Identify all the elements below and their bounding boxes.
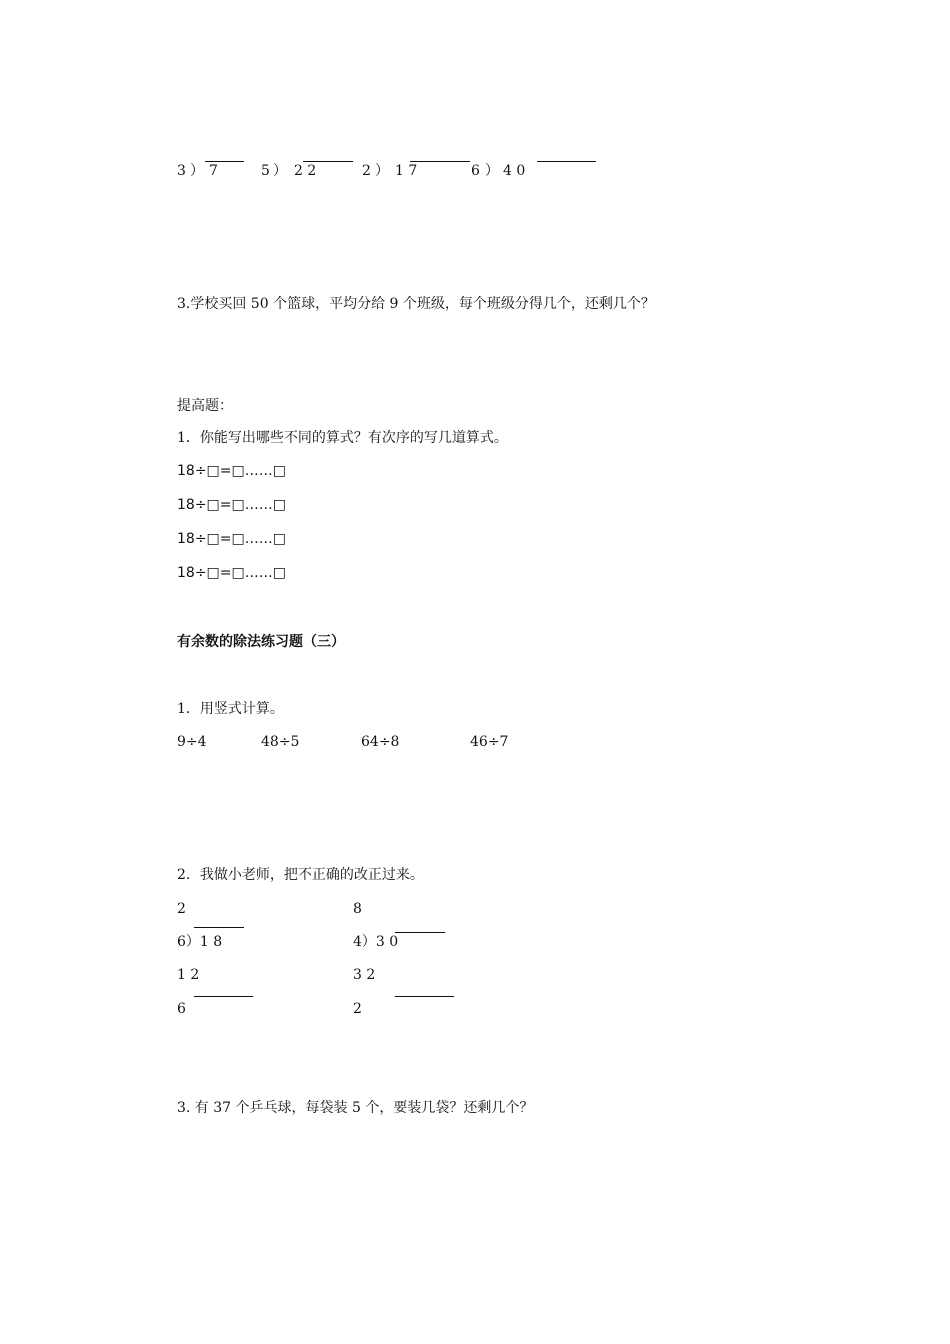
division-bar: [194, 927, 244, 928]
division-bar: [395, 932, 445, 933]
section3-question-3: 3. 有 37 个乒乓球，每袋装 5 个，要装几袋？还剩几个？: [177, 1100, 534, 1116]
section3-question-1: 1．用竖式计算。: [177, 701, 284, 717]
divisor: 2: [362, 163, 371, 179]
divisor: 5: [261, 163, 270, 179]
division-bracket: ）: [375, 163, 389, 179]
problem-3: 64÷8: [361, 734, 400, 750]
subtraction-bar: [194, 996, 253, 997]
division-bracket: ）: [190, 163, 204, 179]
division-bar: [303, 161, 353, 162]
remainder: 6: [177, 1001, 186, 1017]
divisor: 6: [471, 163, 480, 179]
division-line: 6）1 8: [177, 934, 223, 950]
quotient: 2: [177, 901, 186, 917]
problem-1: 9÷4: [177, 734, 207, 750]
division-bracket: ）: [273, 163, 287, 179]
dividend: 1 7: [395, 163, 418, 179]
division-bar: [410, 161, 470, 162]
divisor: 3: [177, 163, 186, 179]
quotient: 8: [353, 901, 362, 917]
division-bar: [205, 161, 244, 162]
division-bar: [537, 161, 596, 162]
advanced-question-1: 1．你能写出哪些不同的算式？有次序的写几道算式。: [177, 430, 508, 446]
dividend: 7: [209, 163, 218, 179]
formula-line-2: 18÷□=□……□: [177, 497, 286, 513]
dividend: 2 2: [294, 163, 317, 179]
formula-line-1: 18÷□=□……□: [177, 463, 286, 479]
remainder: 2: [353, 1001, 362, 1017]
problem-2: 48÷5: [261, 734, 300, 750]
formula-line-4: 18÷□=□……□: [177, 565, 286, 581]
question-3-basketball: 3.学校买回 50 个篮球，平均分给 9 个班级，每个班级分得几个，还剩几个？: [177, 296, 655, 312]
subtraction-bar: [395, 996, 454, 997]
advanced-heading: 提高题：: [177, 398, 233, 414]
section3-question-2: 2．我做小老师，把不正确的改正过来。: [177, 867, 424, 883]
division-bracket: ）: [485, 163, 499, 179]
problem-4: 46÷7: [470, 734, 509, 750]
formula-line-3: 18÷□=□……□: [177, 531, 286, 547]
product: 3 2: [353, 967, 376, 983]
division-line: 4）3 0: [353, 934, 399, 950]
section-title: 有余数的除法练习题（三）: [177, 634, 345, 650]
product: 1 2: [177, 967, 200, 983]
dividend: 4 0: [503, 163, 526, 179]
